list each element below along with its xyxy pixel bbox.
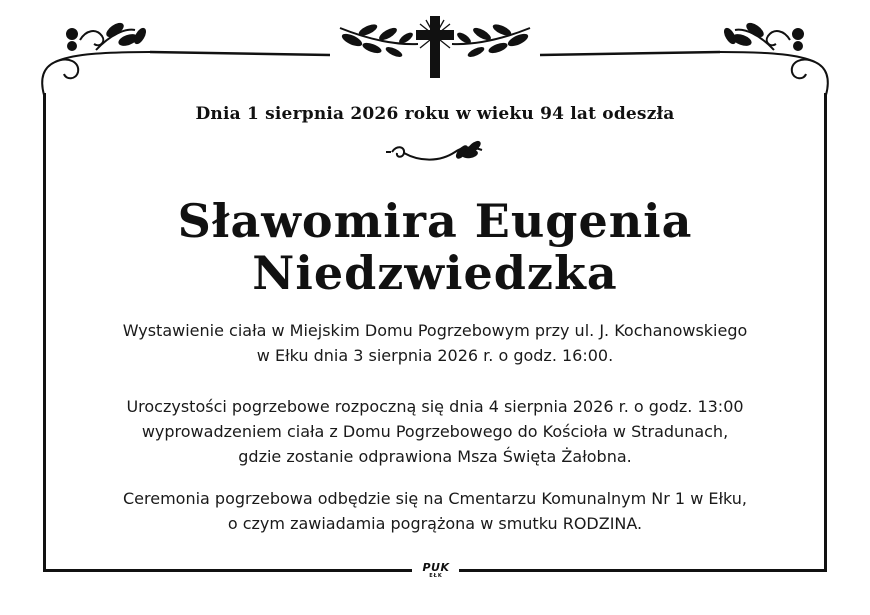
viewing-info-line: Wystawienie ciała w Miejskim Domu Pogrzebowym przy ul. J. Kochanowskiego	[122, 321, 748, 340]
funeral-ceremony-info	[50, 394, 820, 469]
laurel-branch-icon	[452, 22, 530, 59]
laurel-branch-icon	[340, 22, 418, 59]
company-logo	[414, 562, 458, 579]
funeral-ceremony-line: gdzie zostanie odprawiona Msza Święta Żałobna.	[238, 447, 632, 466]
death-notice-intro: Dnia 1 sierpnia 2026 roku w wieku 94 lat odeszła	[195, 104, 675, 124]
corner-flourish-icon	[720, 22, 828, 95]
burial-info-line: o czym zawiadamia pogrążona w smutku RODZINA.	[227, 514, 643, 533]
top-ornaments	[0, 0, 870, 200]
corner-flourish-icon	[42, 22, 150, 95]
viewing-info-line: w Ełku dnia 3 sierpnia 2026 r. o godz. 16:00.	[256, 346, 614, 365]
logo-sub-text: EŁK	[429, 573, 443, 579]
cross-icon	[416, 16, 454, 78]
logo-main-text: PUK	[422, 561, 450, 574]
vine-divider-icon	[386, 140, 482, 159]
funeral-ceremony-line: Uroczystości pogrzebowe rozpoczną się dnia 4 sierpnia 2026 r. o godz. 13:00	[126, 397, 744, 416]
frame-bottom-border-left	[43, 569, 412, 572]
funeral-ceremony-line: wyprowadzeniem ciała z Domu Pogrzebowego do Kościoła w Stradunach,	[141, 422, 729, 441]
viewing-info	[50, 318, 820, 368]
burial-info	[50, 486, 820, 536]
deceased-name-line1: Sławomira Eugenia	[177, 194, 693, 248]
deceased-name	[50, 195, 820, 299]
burial-info-line: Ceremonia pogrzebowa odbędzie się na Cmentarzu Komunalnym Nr 1 w Ełku,	[122, 489, 748, 508]
frame-bottom-border-right	[459, 569, 827, 572]
deceased-name-line2: Niedzwiedzka	[252, 246, 618, 300]
